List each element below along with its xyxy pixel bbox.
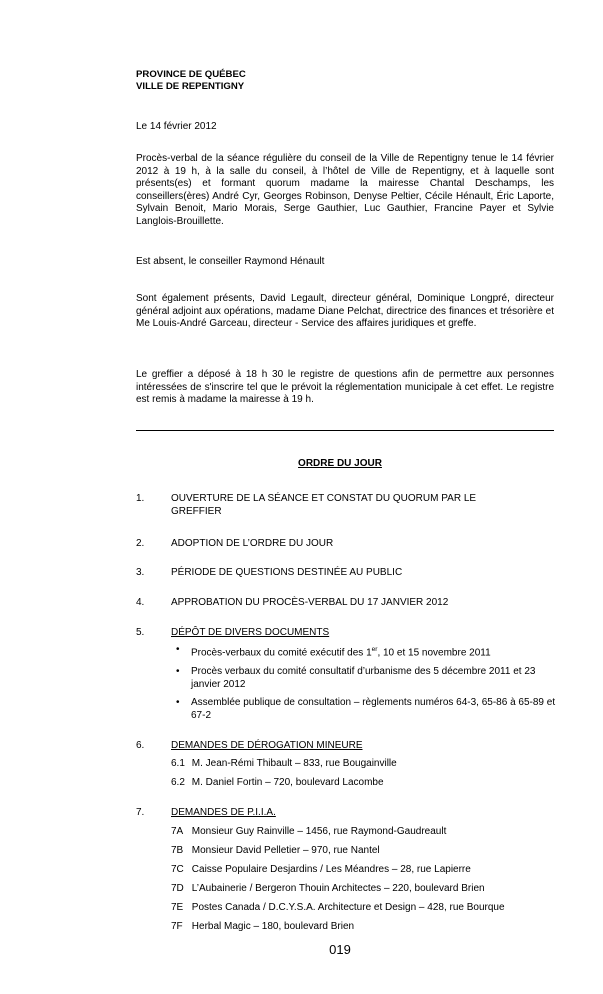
bullet-text: , 10 et 15 novembre 2011 — [377, 647, 491, 659]
document-header — [136, 69, 246, 93]
agenda-item-number: 1. — [136, 493, 145, 504]
derogation-list — [171, 758, 561, 796]
agenda-title: ORDRE DU JOUR — [298, 458, 382, 469]
bullet-text: Procès-verbaux du comité exécutif des 1 — [191, 647, 372, 659]
sub-item-number: 7A — [171, 826, 184, 837]
sub-item-text: Monsieur Guy Rainville – 1456, rue Raymond-Gaudreault — [191, 826, 447, 837]
province-heading: PROVINCE DE QUÉBEC — [136, 69, 246, 80]
agenda-item-label: PÉRIODE DE QUESTIONS DESTINÉE AU PUBLIC — [171, 567, 403, 578]
superscript: er — [371, 646, 378, 653]
agenda-item-number: 5. — [136, 627, 145, 638]
registry-paragraph: Le greffier a déposé à 18 h 30 le registre de questions afin de permettre aux personnes intéressées de s'inscrire tel que le prévoit la réglementation municipale à cet effet. Le registre est remis à madame la mairesse à 19 h. — [136, 369, 554, 406]
sub-item-number: 7E — [171, 902, 184, 913]
list-item — [171, 902, 561, 921]
sub-item-number: 6.2 — [171, 777, 185, 788]
agenda-item-number: 7. — [136, 807, 145, 818]
agenda-item-label: ADOPTION DE L’ORDRE DU JOUR — [171, 538, 334, 549]
list-item — [171, 758, 561, 777]
list-item — [171, 883, 561, 902]
minutes-intro-paragraph: Procès-verbal de la séance régulière du conseil de la Ville de Repentigny tenue le 14 février 2012 à 19 h, à la salle du conseil, à l’hôtel de Ville de Repentigny, et à laquelle sont présents(es) et formant quorum madame la mairesse Chantal Deschamps, les conseillers(ères) André Cyr, Georges Robinson, Denyse Peltier, Cécile Hénault, Éric Laporte, Sylvain Benoit, Mario Morais, Serge Gauthier, Luc Gauthier, Francine Payer et Sylvie Langlois-Brouillette. — [136, 153, 554, 227]
list-item — [171, 864, 561, 883]
piia-list — [171, 826, 561, 940]
sub-item-text: Monsieur David Pelletier – 970, rue Nantel — [191, 845, 380, 856]
agenda-item-number: 3. — [136, 567, 145, 578]
agenda-item-number: 6. — [136, 740, 145, 751]
sub-item-text: M. Jean-Rémi Thibault – 833, rue Bougainville — [191, 758, 397, 769]
sub-item-number: 7D — [171, 883, 184, 894]
sub-item-number: 7B — [171, 845, 184, 856]
sub-item-text: Postes Canada / D.C.Y.S.A. Architecture et Design – 428, rue Bourque — [191, 902, 505, 913]
agenda-item-number: 2. — [136, 538, 145, 549]
sub-item-text: L’Aubainerie / Bergeron Thouin Architectes – 220, boulevard Brien — [191, 883, 485, 894]
sub-item-number: 7F — [171, 921, 183, 932]
list-item: • Procès verbaux du comité consultatif d’urbanisme des 5 décembre 2011 et 23 janvier 2012 — [171, 666, 561, 691]
page-number: 019 — [329, 942, 351, 957]
list-item — [171, 777, 561, 796]
list-item — [171, 826, 561, 845]
agenda-item-label: DEMANDES DE P.I.I.A. — [171, 807, 276, 818]
list-item — [171, 845, 561, 864]
sub-item-text: M. Daniel Fortin – 720, boulevard Lacombe — [191, 777, 384, 788]
section-divider — [136, 430, 554, 431]
also-present-paragraph: Sont également présents, David Legault, directeur général, Dominique Longpré, directeur général adjoint aux opérations, madame Diane Pelchat, directrice des finances et trésorière et Me Louis-André Garceau, directeur - Service des affaires juridiques et greffe. — [136, 293, 554, 330]
agenda-item-label: OUVERTURE DE LA SÉANCE ET CONSTAT DU QUORUM PAR LE GREFFIER — [171, 493, 477, 517]
documents-list — [171, 644, 561, 728]
meeting-date: Le 14 février 2012 — [136, 121, 217, 132]
list-item: • Assemblée publique de consultation – règlements numéros 64-3, 65-86 à 65-89 et 67-2 — [171, 697, 561, 722]
agenda-item-label: DEMANDES DE DÉROGATION MINEURE — [171, 740, 363, 751]
sub-item-number: 7C — [171, 864, 184, 875]
city-heading: VILLE DE REPENTIGNY — [136, 81, 245, 92]
absent-paragraph: Est absent, le conseiller Raymond Hénault — [136, 256, 325, 267]
sub-item-number: 6.1 — [171, 758, 185, 769]
sub-item-text: Caisse Populaire Desjardins / Les Méandres – 28, rue Lapierre — [191, 864, 471, 875]
agenda-item-number: 4. — [136, 597, 145, 608]
agenda-item-label: APPROBATION DU PROCÈS-VERBAL DU 17 JANVIER 2012 — [171, 597, 449, 608]
agenda-item-label: DÉPÔT DE DIVERS DOCUMENTS — [171, 627, 330, 638]
list-item — [171, 644, 561, 660]
sub-item-text: Herbal Magic – 180, boulevard Brien — [191, 921, 355, 932]
list-item — [171, 921, 561, 940]
